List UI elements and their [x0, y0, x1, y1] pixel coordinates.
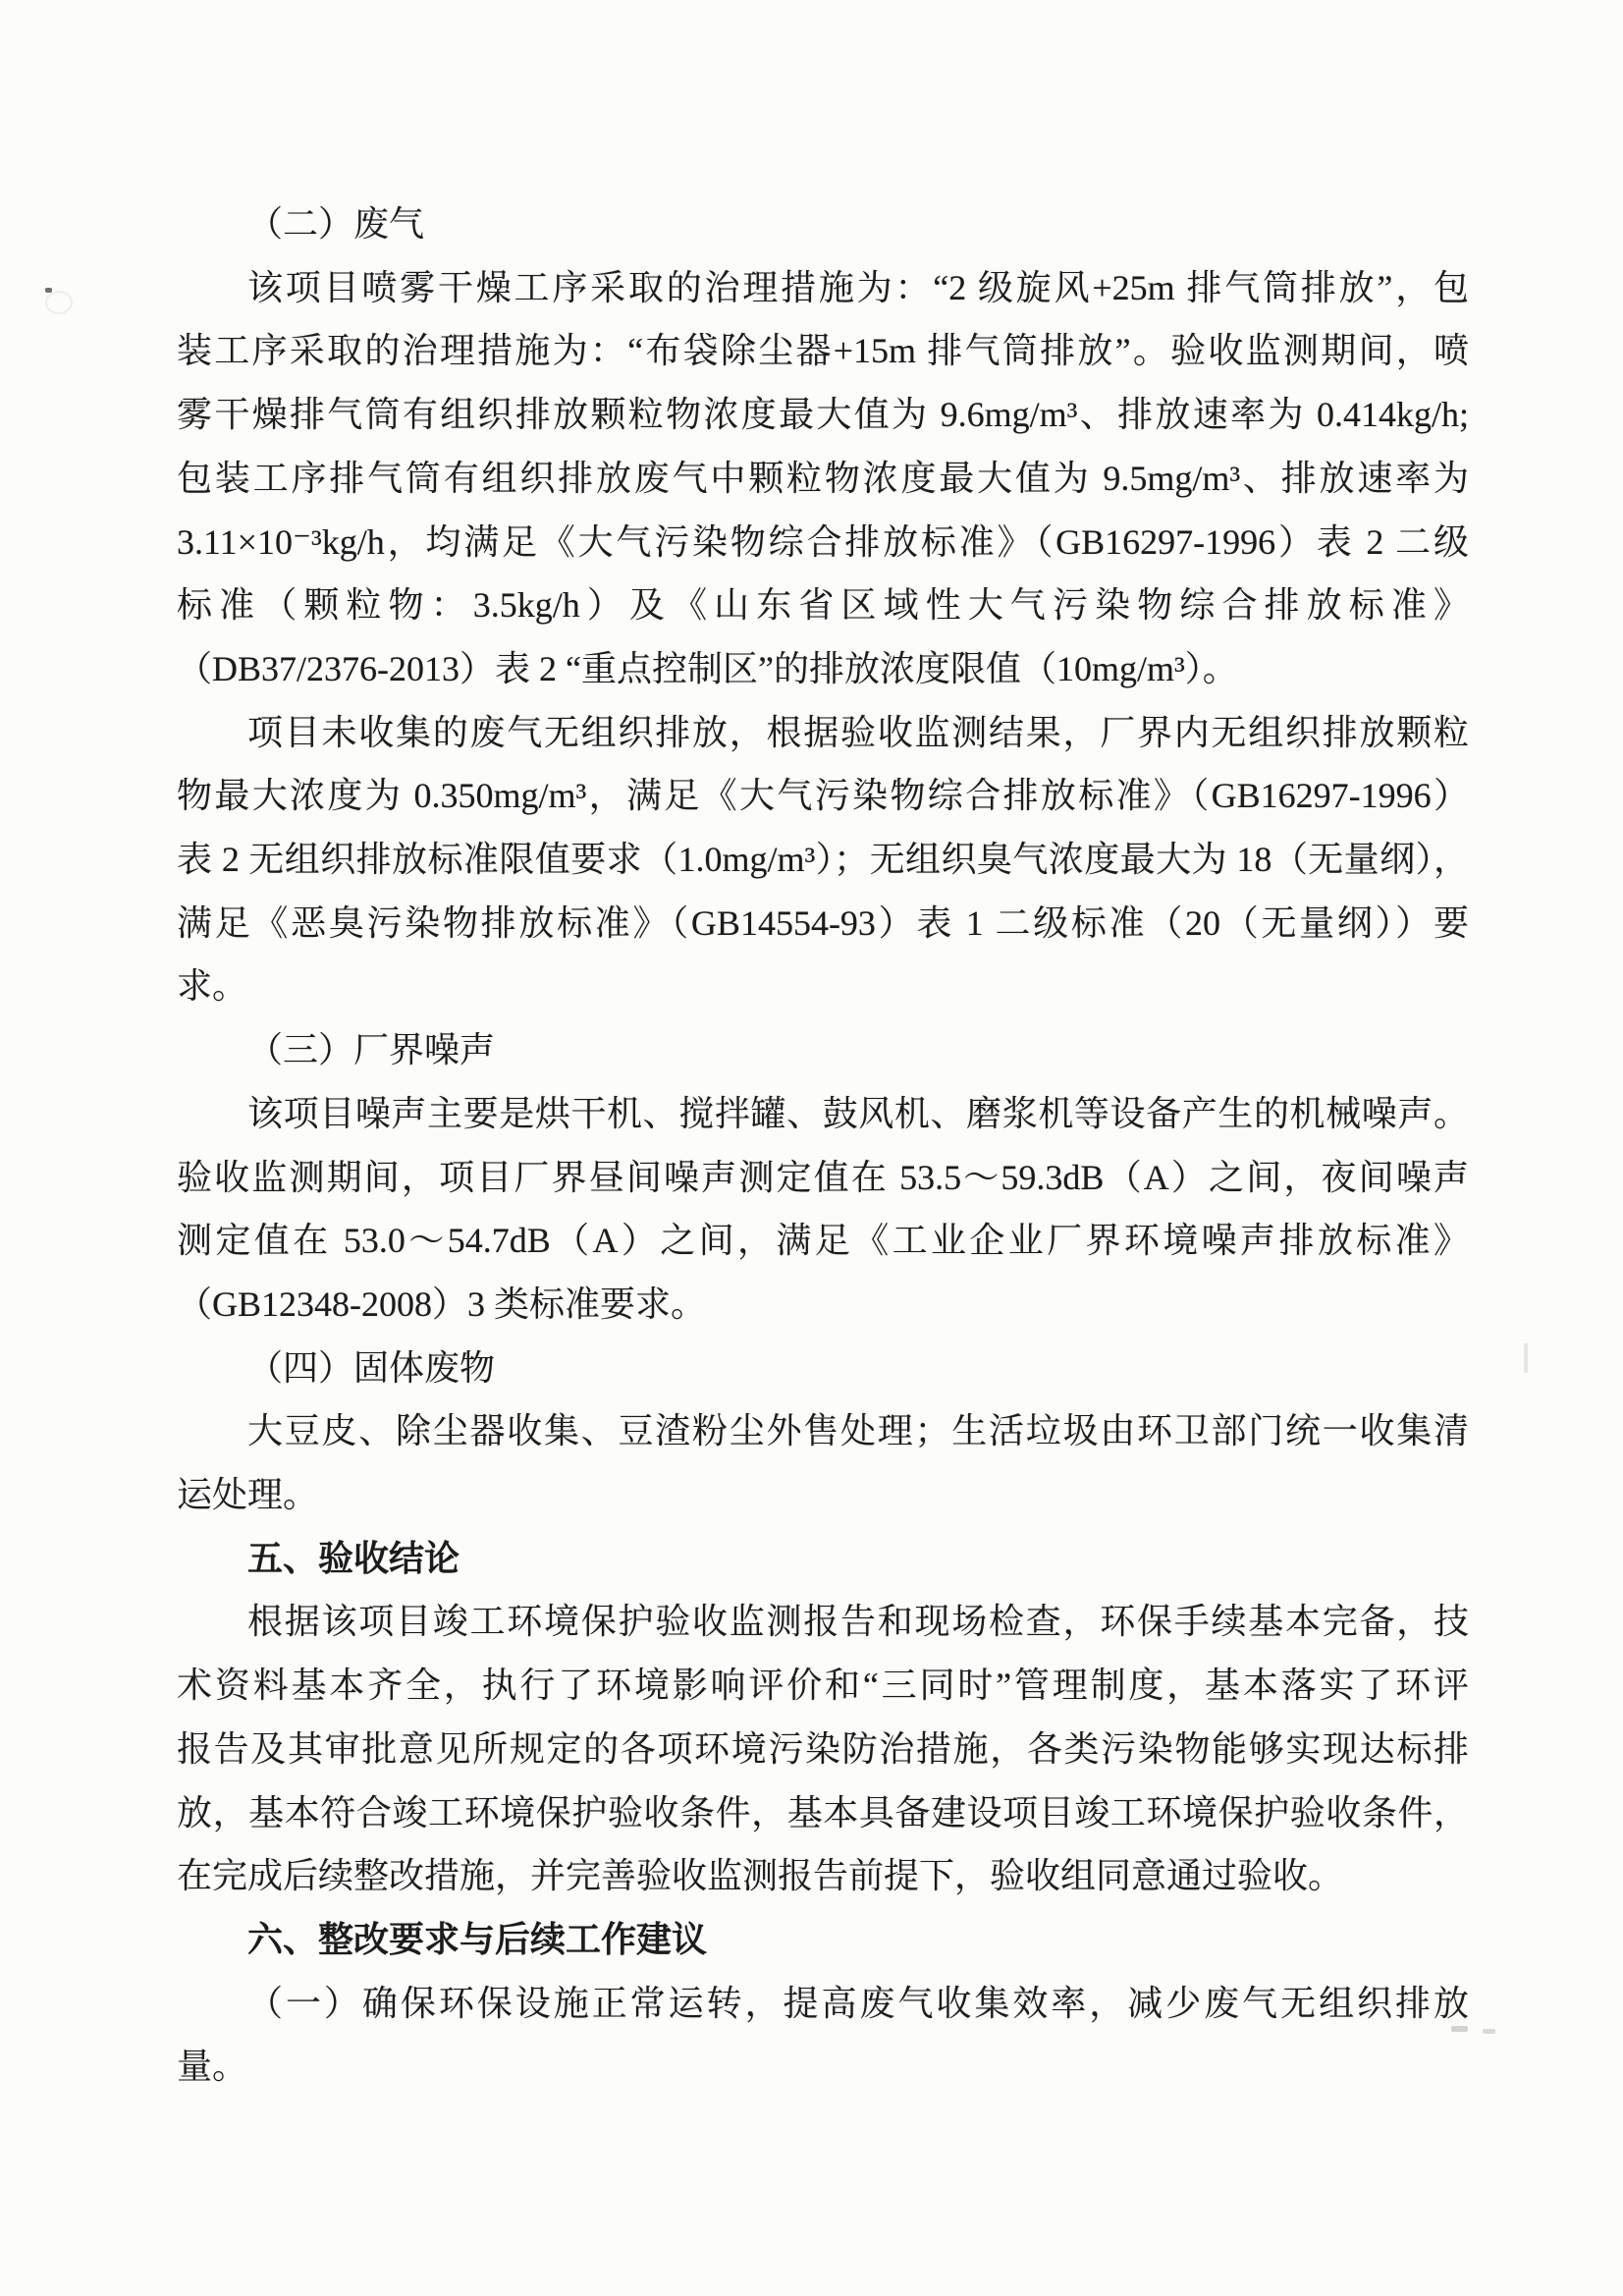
text-line: 报告及其审批意见所规定的各项环境污染防治措施，各类污染物能够实现达标排 — [177, 1728, 1469, 1769]
text-line: 该项目噪声主要是烘干机、搅拌罐、鼓风机、磨浆机等设备产生的机械噪声。 — [247, 1093, 1469, 1133]
text-line: 标准（颗粒物：3.5kg/h）及《山东省区域性大气污染物综合排放标准》 — [177, 585, 1469, 626]
text-line: 表 2 无组织排放标准限值要求（1.0mg/m³）；无组织臭气浓度最大为 18（无量纲）， — [177, 840, 1469, 880]
section-heading-boundary-noise — [177, 1018, 1469, 1082]
section-heading-waste-gas — [177, 192, 1469, 256]
text-line: 大豆皮、除尘器收集、豆渣粉尘外售处理；生活垃圾由环卫部门统一收集清 — [247, 1411, 1469, 1451]
text-line: 六、整改要求与后续工作建议 — [247, 1919, 708, 1959]
scan-speck — [1524, 1343, 1528, 1373]
text-line: （DB37/2376-2013）表 2 “重点控制区”的排放浓度限值（10mg/m³）。 — [177, 648, 1238, 688]
text-line: 测定值在 53.0～54.7dB（A）之间，满足《工业企业厂界环境噪声排放标准》 — [177, 1221, 1469, 1261]
scan-speck — [45, 288, 52, 293]
text-line: 物最大浓度为 0.350mg/m³，满足《大气污染物综合排放标准》（GB16297-1996） — [177, 776, 1469, 816]
section-heading-solid-waste — [177, 1337, 1469, 1400]
text-line: 放，基本符合竣工环境保护验收条件，基本具备建设项目竣工环境保护验收条件， — [177, 1792, 1469, 1832]
waste-gas-paragraph-organized — [177, 256, 1469, 701]
text-line: 求。 — [177, 966, 248, 1007]
section-heading-rectification-suggestions — [177, 1908, 1469, 1972]
rectification-paragraph — [177, 1972, 1469, 2099]
text-line: 验收监测期间，项目厂界昼间噪声测定值在 53.5～59.3dB（A）之间，夜间噪声 — [177, 1157, 1469, 1197]
text-line: 根据该项目竣工环境保护验收监测报告和现场检查，环保手续基本完备，技 — [247, 1602, 1469, 1642]
text-line: 量。 — [177, 2047, 248, 2087]
text-line: 满足《恶臭污染物排放标准》（GB14554-93）表 1 二级标准（20（无量纲））要 — [177, 902, 1469, 943]
text-line: （三）厂界噪声 — [247, 1030, 496, 1070]
text-line: 运处理。 — [177, 1475, 319, 1515]
acceptance-conclusion-paragraph — [177, 1590, 1469, 1908]
text-line: 在完成后续整改措施，并完善验收监测报告前提下，验收组同意通过验收。 — [177, 1856, 1344, 1896]
text-line: （一）确保环保设施正常运转，提高废气收集效率，减少废气无组织排放 — [247, 1983, 1469, 2023]
text-line: 项目未收集的废气无组织排放，根据验收监测结果，厂界内无组织排放颗粒 — [247, 712, 1469, 752]
boundary-noise-paragraph — [177, 1082, 1469, 1337]
text-line: 术资料基本齐全，执行了环境影响评价和“三同时”管理制度，基本落实了环评 — [177, 1666, 1469, 1706]
waste-gas-paragraph-unorganized — [177, 701, 1469, 1019]
text-line: 3.11×10⁻³kg/h，均满足《大气污染物综合排放标准》（GB16297-1996）表 2 二级 — [177, 521, 1469, 562]
solid-waste-paragraph — [177, 1399, 1469, 1526]
text-line: 五、验收结论 — [247, 1538, 460, 1578]
text-line: 包装工序排气筒有组织排放废气中颗粒物浓度最大值为 9.5mg/m³、排放速率为 — [177, 458, 1469, 498]
text-line: （二）废气 — [247, 204, 425, 244]
text-line: 该项目喷雾干燥工序采取的治理措施为：“2 级旋风+25m 排气筒排放”，包 — [247, 267, 1469, 307]
scan-speck — [45, 291, 73, 314]
text-line: 装工序采取的治理措施为：“布袋除尘器+15m 排气筒排放”。验收监测期间，喷 — [177, 331, 1469, 371]
text-line: （四）固体废物 — [247, 1347, 496, 1388]
text-line: （GB12348-2008）3 类标准要求。 — [177, 1284, 706, 1324]
text-line: 雾干燥排气筒有组织排放颗粒物浓度最大值为 9.6mg/m³、排放速率为 0.414kg/h; — [177, 395, 1469, 435]
section-heading-acceptance-conclusion — [177, 1527, 1469, 1591]
document-content — [177, 192, 1469, 2099]
scan-speck — [1483, 2029, 1495, 2034]
